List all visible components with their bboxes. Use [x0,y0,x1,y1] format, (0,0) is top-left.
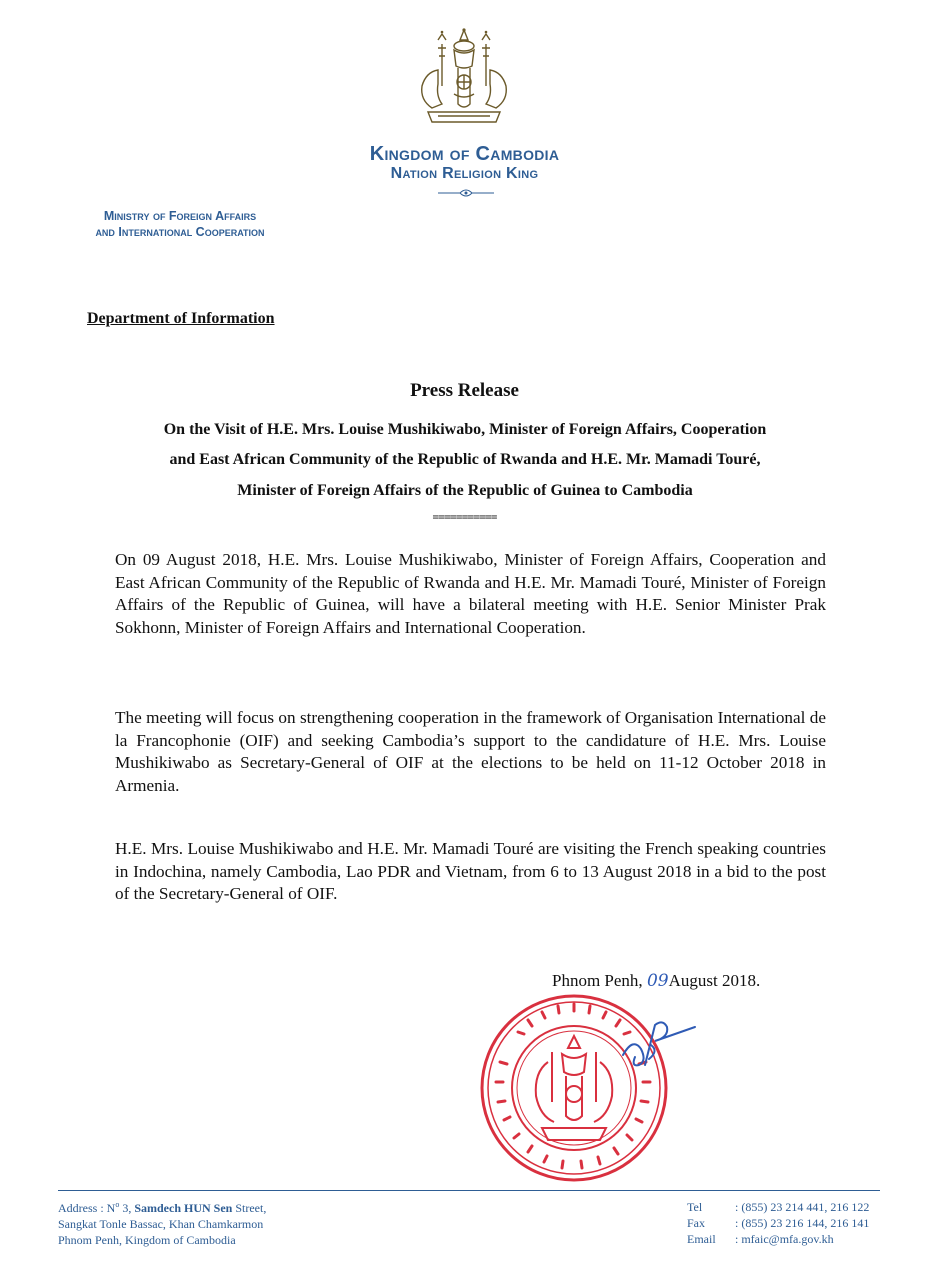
dateline-month-year: August 2018. [668,971,761,990]
dateline-place: Phnom Penh, [552,971,643,990]
address-line1: Address : $N^o$ 3, Samdech HUN Sen Street, [58,1200,267,1215]
footer-address [58,1197,266,1248]
address-line2: Sangkat Tonle Bassac, Khan Chamkarmon [58,1217,264,1231]
royal-arms-of-cambodia-icon [408,26,520,130]
subtitle-line: Minister of Foreign Affairs of the Republic of Guinea to Cambodia [237,482,693,499]
handwritten-signature-icon [615,1015,715,1075]
ministry-name-line2: and International Cooperation [95,225,265,239]
contact-fax: Fax : (855) 23 216 144, 216 141 [687,1216,870,1230]
kingdom-heading: Kingdom of Cambodia [369,143,560,165]
press-release-title: Press Release [410,380,519,401]
dateline [552,971,760,991]
department-heading: Department of Information [87,310,275,327]
motto-heading: Nation Religion King [390,165,539,182]
ministry-name-line1: Ministry of Foreign Affairs [103,209,257,223]
contact-tel: Tel : (855) 23 214 441, 216 122 [687,1200,870,1214]
ornamental-divider-icon [436,187,496,199]
address-line3: Phnom Penh, Kingdom of Cambodia [58,1233,236,1247]
body-paragraph: H.E. Mrs. Louise Mushikiwabo and H.E. Mr. Mamadi Touré are visiting the French speaking countries in Indochina, namely Cambodia, Lao PDR and Vietnam, from 6 to 13 August 2018 in a bid to the post of the Secretary-General of OIF. [115,839,826,903]
footer-divider [58,1190,880,1191]
dateline-day-handwritten: 09 [646,971,669,991]
body-paragraph: The meeting will focus on strengthening cooperation in the framework of Organisation International de la Francophonie (OIF) and seeking Cambodia’s support to the candidature of H.E. Mrs. Louise Mushikiwabo as Secretary-General of OIF at the elections to be held on 11-12 October 2018 in Armenia. [115,708,826,795]
footer-contact [687,1199,869,1247]
subtitle-line: On the Visit of H.E. Mrs. Louise Mushikiwabo, Minister of Foreign Affairs, Cooperation [163,421,767,438]
title-separator: =========== [432,510,497,524]
contact-email: Email : mfaic@mfa.gov.kh [687,1232,834,1246]
body-paragraph: On 09 August 2018, H.E. Mrs. Louise Mushikiwabo, Minister of Foreign Affairs, Cooperation and East African Community of the Republic of Rwanda and H.E. Mr. Mamadi Touré, Minister of Foreign Affairs of the Republic of Guinea, will have a bilateral meeting with H.E. Senior Minister Prak Sokhonn, Minister of Foreign Affairs and International Cooperation. [115,550,826,637]
subtitle-line: and East African Community of the Republic of Rwanda and H.E. Mr. Mamadi Touré, [169,451,761,468]
